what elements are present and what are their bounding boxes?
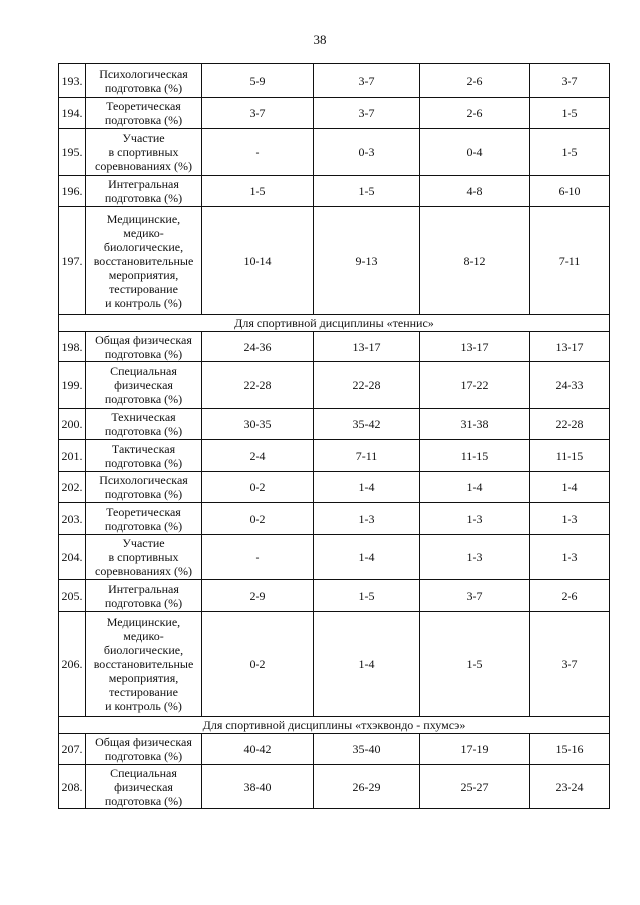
value-cell: 3-7 <box>314 64 420 98</box>
training-type-line: медико- <box>123 629 164 643</box>
row-number: 200. <box>59 409 86 440</box>
training-type-line: подготовка (%) <box>104 455 183 470</box>
value-cell: 11-15 <box>530 440 610 472</box>
row-number: 195. <box>59 129 86 176</box>
value-cell: 0-2 <box>202 503 314 535</box>
training-type-line: Медицинские, <box>106 615 181 629</box>
training-type-cell <box>86 64 202 98</box>
table-row <box>59 64 610 98</box>
value-cell: 1-4 <box>314 472 420 503</box>
training-type-line: Участие <box>122 131 165 145</box>
value-cell: 0-4 <box>420 129 530 176</box>
value-cell: 1-4 <box>420 472 530 503</box>
value-cell: 1-4 <box>530 472 610 503</box>
value-cell: - <box>202 535 314 580</box>
value-cell: 1-5 <box>530 129 610 176</box>
value-cell: 1-5 <box>202 176 314 207</box>
training-type-cell <box>86 734 202 765</box>
training-type-line: подготовка (%) <box>104 424 183 438</box>
training-type-line: Теоретическая <box>106 504 181 519</box>
training-type-cell <box>86 207 202 315</box>
training-type-cell <box>86 440 202 472</box>
value-cell: 13-17 <box>314 332 420 362</box>
training-type-line: в спортивных <box>108 550 179 564</box>
table-row <box>59 176 610 207</box>
training-type-line: в спортивных <box>108 145 179 159</box>
training-type-line: медико- <box>123 225 164 240</box>
training-type-cell <box>86 612 202 717</box>
row-number: 208. <box>59 765 86 809</box>
training-type-line: Психологическая <box>99 473 188 487</box>
training-type-line: Общая физическая <box>95 332 192 347</box>
value-cell: 13-17 <box>530 332 610 362</box>
table-row <box>59 612 610 717</box>
value-cell: 1-5 <box>314 176 420 207</box>
training-type-line: Общая физическая <box>95 735 192 749</box>
training-type-cell <box>86 503 202 535</box>
training-type-line: тестирование <box>109 685 178 699</box>
row-number: 202. <box>59 472 86 503</box>
row-number: 205. <box>59 580 86 612</box>
value-cell: 30-35 <box>202 409 314 440</box>
value-cell: 0-2 <box>202 612 314 717</box>
value-cell: 1-5 <box>314 580 420 612</box>
training-type-line: подготовка (%) <box>104 487 183 501</box>
value-cell: 5-9 <box>202 64 314 98</box>
training-type-line: мероприятия, <box>108 267 179 282</box>
training-type-line: соревнованиях (%) <box>95 159 192 173</box>
training-type-cell <box>86 409 202 440</box>
value-cell: 22-28 <box>530 409 610 440</box>
training-type-line: подготовка (%) <box>104 191 183 205</box>
value-cell: 0-2 <box>202 472 314 503</box>
value-cell: 25-27 <box>420 765 530 809</box>
table-row <box>59 409 610 440</box>
value-cell: 17-19 <box>420 734 530 765</box>
training-type-line: и контроль (%) <box>105 295 182 310</box>
training-type-line: восстановительные <box>93 657 194 671</box>
training-type-line: Тактическая <box>111 441 176 456</box>
training-type-cell <box>86 332 202 362</box>
value-cell: 9-13 <box>314 207 420 315</box>
table-row <box>59 98 610 129</box>
training-type-line: Интегральная <box>108 581 179 596</box>
value-cell: 23-24 <box>530 765 610 809</box>
value-cell: 10-14 <box>202 207 314 315</box>
training-type-cell <box>86 765 202 809</box>
training-type-line: Психологическая <box>99 66 188 81</box>
value-cell: 26-29 <box>314 765 420 809</box>
value-cell: 2-6 <box>420 98 530 129</box>
value-cell: 1-3 <box>314 503 420 535</box>
section-header-row <box>59 315 610 332</box>
value-cell: 1-5 <box>420 612 530 717</box>
value-cell: 35-42 <box>314 409 420 440</box>
value-cell: 1-4 <box>314 535 420 580</box>
section-header-row <box>59 717 610 734</box>
row-number: 199. <box>59 362 86 409</box>
value-cell: 2-6 <box>420 64 530 98</box>
value-cell: 8-12 <box>420 207 530 315</box>
table-row <box>59 472 610 503</box>
training-type-cell <box>86 98 202 129</box>
table-row <box>59 207 610 315</box>
value-cell: 35-40 <box>314 734 420 765</box>
training-type-line: Участие <box>122 536 165 550</box>
value-cell: 24-33 <box>530 362 610 409</box>
table-row <box>59 362 610 409</box>
row-number: 201. <box>59 440 86 472</box>
row-number: 204. <box>59 535 86 580</box>
value-cell: 3-7 <box>530 612 610 717</box>
value-cell: 3-7 <box>314 98 420 129</box>
value-cell: 24-36 <box>202 332 314 362</box>
value-cell: 3-7 <box>530 64 610 98</box>
row-number: 196. <box>59 176 86 207</box>
table-row <box>59 440 610 472</box>
training-type-cell <box>86 535 202 580</box>
training-type-line: соревнованиях (%) <box>95 564 192 578</box>
value-cell: - <box>202 129 314 176</box>
value-cell: 11-15 <box>420 440 530 472</box>
value-cell: 1-3 <box>420 503 530 535</box>
value-cell: 38-40 <box>202 765 314 809</box>
value-cell: 2-9 <box>202 580 314 612</box>
row-number: 203. <box>59 503 86 535</box>
row-number: 207. <box>59 734 86 765</box>
table-row <box>59 503 610 535</box>
value-cell: 1-3 <box>530 535 610 580</box>
row-number: 194. <box>59 98 86 129</box>
value-cell: 1-4 <box>314 612 420 717</box>
value-cell: 40-42 <box>202 734 314 765</box>
training-type-cell <box>86 129 202 176</box>
row-number: 198. <box>59 332 86 362</box>
value-cell: 1-3 <box>530 503 610 535</box>
training-type-line: подготовка (%) <box>104 749 183 763</box>
table-row <box>59 580 610 612</box>
training-type-line: подготовка (%) <box>104 392 183 406</box>
training-type-line: тестирование <box>109 281 178 296</box>
section-title: Для спортивной дисциплины «теннис» <box>59 315 610 332</box>
training-type-line: биологические, <box>103 643 184 657</box>
training-type-line: физическая <box>114 378 173 392</box>
page-number: 38 <box>313 32 327 47</box>
table-row <box>59 765 610 809</box>
value-cell: 1-3 <box>420 535 530 580</box>
training-type-line: Теоретическая <box>106 99 181 113</box>
value-cell: 3-7 <box>202 98 314 129</box>
value-cell: 13-17 <box>420 332 530 362</box>
row-number: 206. <box>59 612 86 717</box>
value-cell: 3-7 <box>420 580 530 612</box>
training-type-line: подготовка (%) <box>104 346 183 361</box>
training-type-line: Интегральная <box>108 177 179 191</box>
training-type-line: и контроль (%) <box>105 699 182 713</box>
value-cell: 15-16 <box>530 734 610 765</box>
table-row <box>59 535 610 580</box>
training-type-line: Специальная <box>110 364 177 378</box>
training-type-cell <box>86 580 202 612</box>
value-cell: 7-11 <box>530 207 610 315</box>
value-cell: 17-22 <box>420 362 530 409</box>
table-row <box>59 129 610 176</box>
value-cell: 31-38 <box>420 409 530 440</box>
row-number: 197. <box>59 207 86 315</box>
training-type-line: подготовка (%) <box>104 113 183 127</box>
training-type-cell <box>86 472 202 503</box>
training-type-line: подготовка (%) <box>104 793 183 808</box>
value-cell: 4-8 <box>420 176 530 207</box>
training-type-line: Специальная <box>110 765 177 780</box>
value-cell: 7-11 <box>314 440 420 472</box>
table-row <box>59 734 610 765</box>
value-cell: 2-4 <box>202 440 314 472</box>
value-cell: 0-3 <box>314 129 420 176</box>
training-type-cell <box>86 362 202 409</box>
training-type-line: Медицинские, <box>106 211 181 226</box>
training-type-cell <box>86 176 202 207</box>
value-cell: 22-28 <box>202 362 314 409</box>
training-norms-table <box>58 63 610 809</box>
training-type-line: мероприятия, <box>108 671 179 685</box>
training-type-line: восстановительные <box>93 253 194 268</box>
training-type-line: Техническая <box>111 410 176 424</box>
value-cell: 1-5 <box>530 98 610 129</box>
value-cell: 2-6 <box>530 580 610 612</box>
table-row <box>59 332 610 362</box>
training-type-line: подготовка (%) <box>104 80 183 95</box>
row-number: 193. <box>59 64 86 98</box>
value-cell: 22-28 <box>314 362 420 409</box>
value-cell: 6-10 <box>530 176 610 207</box>
section-title: Для спортивной дисциплины «тхэквондо - пхумсэ» <box>59 717 610 734</box>
training-type-line: физическая <box>114 779 173 794</box>
training-type-line: биологические, <box>103 239 184 254</box>
training-type-line: подготовка (%) <box>104 595 183 610</box>
training-type-line: подготовка (%) <box>104 518 183 533</box>
